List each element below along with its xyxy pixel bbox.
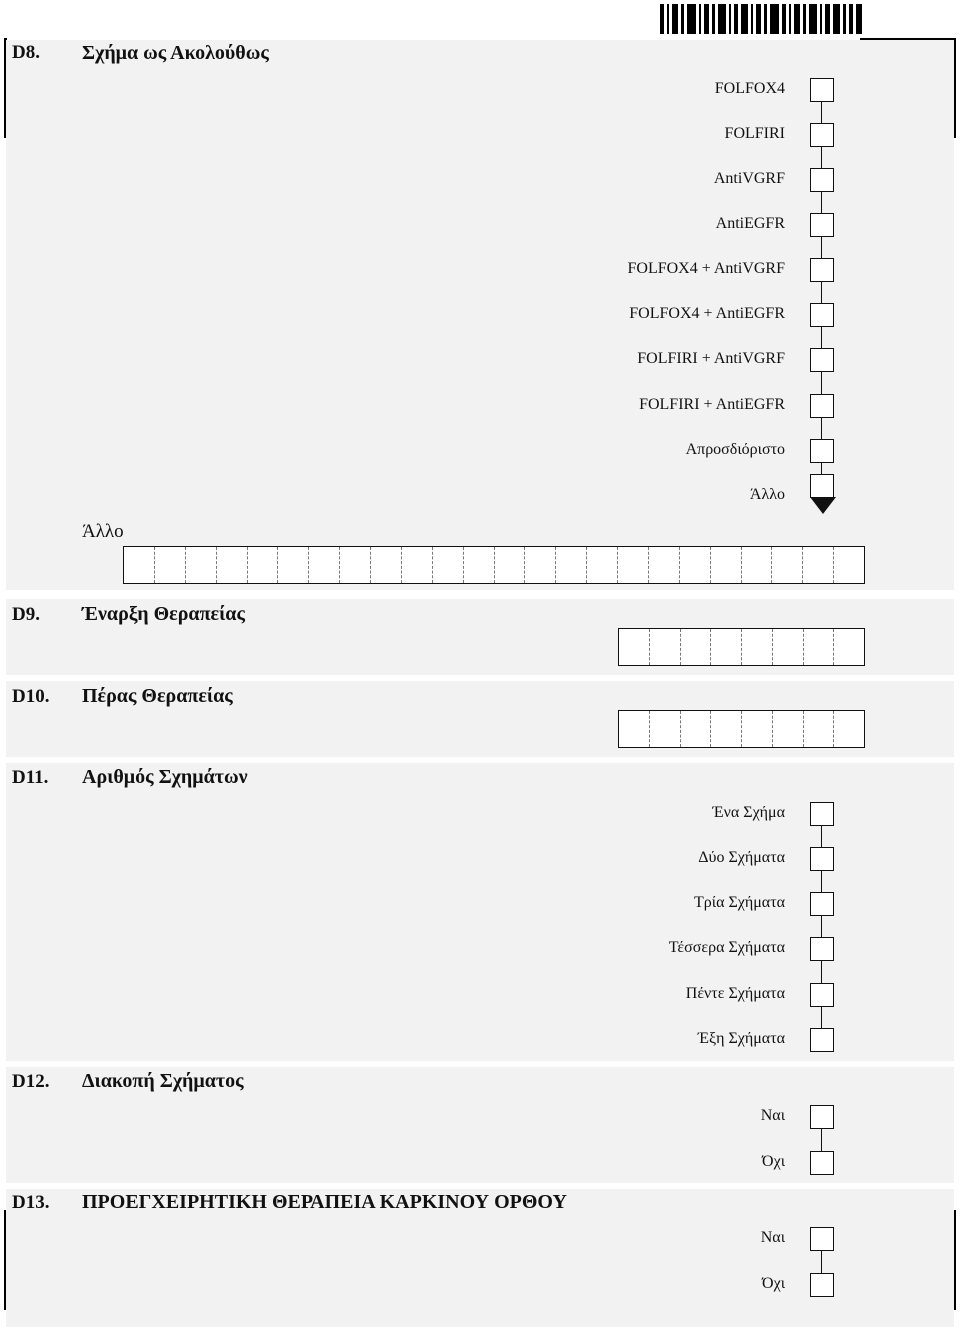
d8-other-label: Άλλο [82,521,124,542]
question-number-d8: D8. [12,42,40,63]
d11-option-checkbox[interactable] [810,937,834,961]
question-title-d9: Έναρξη Θεραπείας [82,603,245,625]
d8-option-label: FOLFIRI + AntiEGFR [639,396,785,413]
d8-option-checkbox[interactable] [810,78,834,102]
d8-option-label: Άλλο [749,486,785,503]
d11-option-checkbox[interactable] [810,847,834,871]
d8-option-label: FOLFOX4 + AntiVGRF [627,260,785,277]
d8-option-checkbox[interactable] [810,394,834,418]
d8-option-label: Απροσδιόριστο [685,441,785,458]
d8-option-checkbox[interactable] [810,474,834,498]
d10-date-boxes[interactable] [618,710,865,748]
question-number-d11: D11. [12,767,49,788]
d11-option-label: Πέντε Σχήματα [685,985,785,1002]
d13-yes-checkbox[interactable] [810,1227,834,1251]
d8-option-checkbox[interactable] [810,213,834,237]
d8-option-label: AntiEGFR [715,215,785,232]
d11-option-checkbox[interactable] [810,802,834,826]
d12-yes-checkbox[interactable] [810,1105,834,1129]
d12-no-checkbox[interactable] [810,1151,834,1175]
d8-option-checkbox[interactable] [810,258,834,282]
d8-option-label: FOLFOX4 [714,80,785,97]
d13-option-label: Ναι [760,1229,785,1246]
arrow-down-icon [810,497,836,515]
barcode [660,4,908,34]
d11-option-label: Έξη Σχήματα [697,1030,785,1047]
d11-option-checkbox[interactable] [810,892,834,916]
d8-option-checkbox[interactable] [810,123,834,147]
d8-option-label: FOLFOX4 + AntiEGFR [629,305,785,322]
d11-option-label: Τέσσερα Σχήματα [668,939,785,956]
question-title-d8: Σχήμα ως Ακολούθως [82,42,269,64]
d8-option-label: FOLFIRI [724,125,785,142]
d13-option-label: Όχι [762,1275,785,1292]
question-title-d10: Πέρας Θεραπείας [82,685,233,707]
question-number-d10: D10. [12,686,50,707]
d11-option-checkbox[interactable] [810,983,834,1007]
d11-option-label: Δύο Σχήματα [698,849,785,866]
d8-option-checkbox[interactable] [810,348,834,372]
d8-option-checkbox[interactable] [810,168,834,192]
d9-date-boxes[interactable] [618,628,865,666]
d11-option-checkbox[interactable] [810,1028,834,1052]
question-number-d9: D9. [12,604,40,625]
d13-no-checkbox[interactable] [810,1273,834,1297]
d8-option-label: AntiVGRF [713,170,785,187]
question-title-d13: ΠΡΟΕΓΧΕΙΡΗΤΙΚΗ ΘΕΡΑΠΕΙΑ ΚΑΡΚΙΝΟΥ ΟΡΘΟΥ [82,1191,567,1213]
d12-option-label: Όχι [762,1153,785,1170]
d8-option-label: FOLFIRI + AntiVGRF [637,350,785,367]
question-number-d13: D13. [12,1192,50,1213]
d11-option-label: Ένα Σχήμα [712,804,785,821]
d8-other-text-boxes[interactable] [123,546,865,584]
question-number-d12: D12. [12,1071,50,1092]
d8-option-checkbox[interactable] [810,439,834,463]
d11-option-label: Τρία Σχήματα [694,894,785,911]
d8-option-checkbox[interactable] [810,303,834,327]
question-title-d12: Διακοπή Σχήματος [82,1070,244,1092]
d12-option-label: Ναι [760,1107,785,1124]
question-title-d11: Αριθμός Σχημάτων [82,766,248,788]
